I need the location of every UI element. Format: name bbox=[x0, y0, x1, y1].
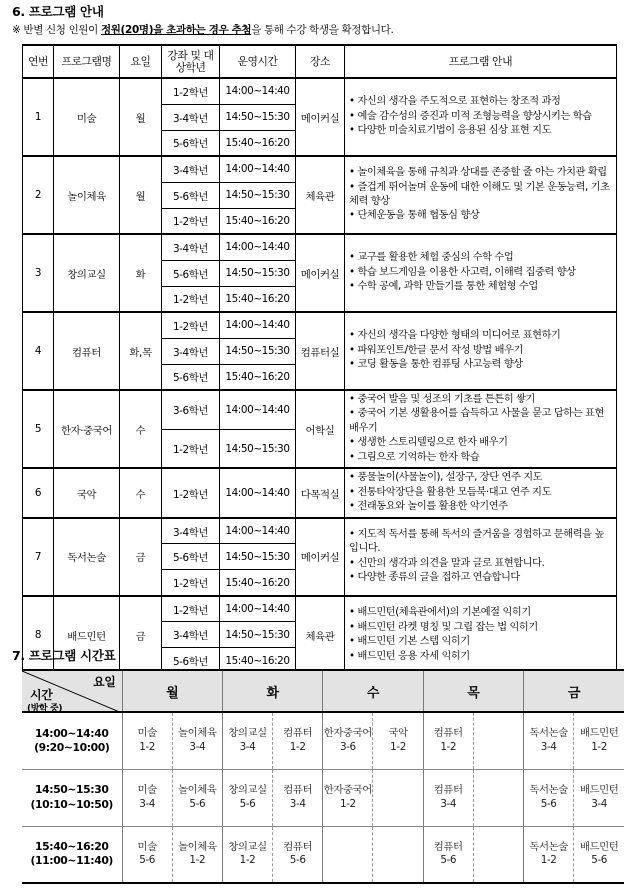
timetable-cell bbox=[172, 712, 222, 769]
program-no: 8 bbox=[23, 596, 54, 674]
cell-program: 창의교실 bbox=[228, 840, 267, 853]
program-name: 독서논술 bbox=[54, 518, 120, 596]
guide-item: • 생생한 스토리텔링으로 한자 배우기 bbox=[349, 437, 508, 449]
slot-time: 15:40~16:20 bbox=[35, 840, 109, 854]
guide-item: • 배드민턴 응용 자세 익히기 bbox=[349, 650, 470, 662]
cell-grade: 5-6 bbox=[540, 797, 557, 810]
session-time: 14:00~14:40 bbox=[220, 312, 296, 338]
timetable-cell bbox=[273, 769, 323, 826]
header-guide: 프로그램 안내 bbox=[345, 45, 617, 78]
timetable-header bbox=[22, 670, 624, 712]
program-no: 1 bbox=[23, 78, 54, 156]
cell-grade: 3-4 bbox=[139, 797, 155, 810]
guide-item: • 자신의 생각을 다양한 형태의 미디어로 표현하기 bbox=[349, 330, 561, 342]
cell-grade: 1-2 bbox=[440, 740, 457, 753]
guide-item: • 그림으로 기억하는 한자 학습 bbox=[349, 451, 480, 463]
session-time: 15:40~16:20 bbox=[220, 648, 296, 674]
cell-program: 놀이체육 bbox=[178, 727, 217, 740]
timetable-cell bbox=[373, 826, 423, 883]
guide-item: • 지도적 독서를 통해 독서의 즐거움을 경험하고 문해력을 높입니다. bbox=[349, 528, 604, 555]
timetable-cell bbox=[423, 826, 473, 883]
note-suffix: 을 통해 수강 학생을 확정합니다. bbox=[251, 24, 394, 36]
session-grade: 3-4학년 bbox=[162, 104, 220, 130]
guide-item: • 예술 감수성의 증진과 미적 조형능력을 향상시키는 학습 bbox=[349, 110, 592, 122]
timetable-cell bbox=[373, 712, 423, 769]
program-place: 체육관 bbox=[296, 596, 345, 674]
session-time: 15:40~16:20 bbox=[220, 364, 296, 390]
program-no: 4 bbox=[23, 312, 54, 390]
timetable-cell bbox=[222, 769, 272, 826]
timetable-cell bbox=[423, 769, 473, 826]
guide-item: • 신만의 생각과 의견을 말과 글로 표현합니다. bbox=[349, 557, 545, 569]
timetable-cell bbox=[574, 712, 624, 769]
day-header-fri: 금 bbox=[524, 670, 625, 712]
slot-time: 14:50~15:30 bbox=[35, 783, 109, 797]
guide-item: • 다양한 미술치료기법이 응용된 심상 표현 지도 bbox=[349, 125, 552, 137]
note-prefix: ※ 반별 신청 인원이 bbox=[12, 24, 101, 36]
guide-item: • 배드민턴 라켓 명칭 및 그립 잡는 법 익히기 bbox=[349, 621, 538, 633]
time-slot bbox=[22, 826, 122, 883]
cell-grade: 1-2 bbox=[591, 740, 607, 753]
timetable-cell bbox=[222, 826, 272, 883]
cell-program: 미술 bbox=[137, 840, 157, 853]
slot-vacation-time: (11:00~11:40) bbox=[30, 854, 113, 868]
timetable-row bbox=[22, 769, 624, 826]
cell-program: 독서논술 bbox=[529, 783, 568, 796]
day-header-tue: 화 bbox=[222, 670, 322, 712]
session-grade: 3-6학년 bbox=[162, 390, 220, 429]
session-time: 14:00~14:40 bbox=[220, 78, 296, 104]
program-place: 메이커실 bbox=[296, 518, 345, 596]
timetable-cell bbox=[323, 826, 373, 883]
session-grade: 1-2학년 bbox=[162, 78, 220, 104]
note-emphasis: 정원(20명)을 초과하는 경우 추첨 bbox=[100, 24, 252, 36]
timetable-cell bbox=[172, 769, 222, 826]
program-no: 2 bbox=[23, 156, 54, 234]
program-place: 메이커실 bbox=[296, 78, 345, 156]
session-time: 14:50~15:30 bbox=[220, 182, 296, 208]
timetable bbox=[22, 669, 624, 884]
cell-grade: 3-4 bbox=[540, 740, 557, 753]
cell-grade: 5-6 bbox=[139, 854, 155, 867]
cell-grade: 1-2 bbox=[540, 854, 557, 867]
cell-program: 컴퓨터 bbox=[433, 727, 463, 740]
session-time: 14:50~15:30 bbox=[220, 544, 296, 570]
section6-title: 6. 프로그램 안내 bbox=[12, 4, 104, 19]
program-day: 수 bbox=[120, 468, 162, 517]
cell-program: 독서논술 bbox=[529, 727, 568, 740]
program-place: 메이커실 bbox=[296, 234, 345, 312]
session-grade: 3-4학년 bbox=[162, 234, 220, 260]
corner-vacation-label: (방학 중) bbox=[27, 704, 63, 714]
timetable-cell bbox=[323, 712, 373, 769]
program-day: 화 bbox=[120, 234, 162, 312]
guide-item: • 중국어 발음 및 성조의 기초를 튼튼히 쌓기 bbox=[349, 394, 535, 405]
program-table bbox=[22, 44, 617, 674]
program-name: 컴퓨터 bbox=[54, 312, 120, 390]
cell-program: 창의교실 bbox=[228, 727, 267, 740]
session-grade: 3-4학년 bbox=[162, 622, 220, 648]
session-grade: 3-4학년 bbox=[162, 156, 220, 182]
header-time: 운영시간 bbox=[220, 45, 296, 78]
cell-grade: 3-4 bbox=[239, 740, 256, 753]
program-guide bbox=[345, 78, 617, 156]
cell-program: 놀이체육 bbox=[178, 840, 217, 853]
day-header-thu: 목 bbox=[423, 670, 523, 712]
timetable-cell bbox=[473, 826, 523, 883]
cell-program: 배드민턴 bbox=[579, 727, 619, 740]
cell-grade: 1-2 bbox=[189, 854, 206, 867]
guide-item: • 중국어 기본 생활용어를 습득하고 사물을 묻고 답하는 표현 배우기 bbox=[349, 408, 604, 434]
header-place: 장소 bbox=[296, 45, 345, 78]
guide-item: • 풍물놀이(사물놀이), 설장구, 장단 연주 지도 bbox=[349, 472, 543, 484]
header-no: 연번 bbox=[23, 45, 54, 78]
cell-grade: 3-4 bbox=[591, 797, 607, 810]
cell-program: 놀이체육 bbox=[178, 783, 217, 796]
program-no: 3 bbox=[23, 234, 54, 312]
session-grade: 1-2학년 bbox=[162, 208, 220, 234]
program-day: 금 bbox=[120, 518, 162, 596]
cell-program: 배드민턴 bbox=[579, 840, 619, 853]
timetable-body bbox=[22, 712, 624, 883]
cell-grade: 3-4 bbox=[189, 740, 206, 753]
program-table-header bbox=[23, 45, 617, 78]
guide-item: • 놀이체육을 통해 규칙과 상대를 존중할 줄 아는 가치관 확립 bbox=[349, 167, 607, 179]
session-time: 14:00~14:40 bbox=[220, 390, 296, 429]
session-grade: 1-2학년 bbox=[162, 286, 220, 312]
cell-grade: 5-6 bbox=[239, 797, 256, 810]
guide-item: • 배드민턴 기본 스텝 익히기 bbox=[349, 636, 470, 648]
session-time: 14:00~14:40 bbox=[220, 234, 296, 260]
program-name: 놀이체육 bbox=[54, 156, 120, 234]
header-day: 요일 bbox=[120, 45, 162, 78]
timetable-row bbox=[22, 712, 624, 769]
cell-grade: 5-6 bbox=[591, 854, 607, 867]
timetable-corner bbox=[22, 670, 122, 712]
program-guide bbox=[345, 596, 617, 674]
program-row bbox=[23, 390, 617, 429]
session-time: 15:40~16:20 bbox=[220, 570, 296, 596]
cell-program: 한자중국어 bbox=[323, 783, 372, 796]
session-time: 15:40~16:20 bbox=[220, 208, 296, 234]
program-day: 금 bbox=[120, 596, 162, 674]
program-name: 미술 bbox=[54, 78, 120, 156]
program-name: 한자·중국어 bbox=[54, 390, 120, 468]
program-row bbox=[23, 596, 617, 622]
session-grade: 3-4학년 bbox=[162, 518, 220, 544]
program-guide bbox=[345, 518, 617, 596]
guide-item: • 전통타악장단을 활용한 모듬북·대고 연주 지도 bbox=[349, 486, 552, 498]
program-no: 5 bbox=[23, 390, 54, 468]
timetable-cell bbox=[122, 712, 172, 769]
session-time: 15:40~16:20 bbox=[220, 130, 296, 156]
slot-vacation-time: (9:20~10:00) bbox=[34, 740, 110, 754]
timetable-row bbox=[22, 826, 624, 883]
session-grade: 5-6학년 bbox=[162, 130, 220, 156]
cell-grade: 5-6 bbox=[440, 854, 457, 867]
session-time: 14:50~15:30 bbox=[220, 429, 296, 468]
program-row bbox=[23, 468, 617, 517]
program-guide bbox=[345, 312, 617, 390]
session-grade: 5-6학년 bbox=[162, 648, 220, 674]
timetable-cell bbox=[473, 712, 523, 769]
program-guide bbox=[345, 156, 617, 234]
session-time: 14:50~15:30 bbox=[220, 104, 296, 130]
program-guide bbox=[345, 468, 617, 517]
timetable-cell bbox=[222, 712, 272, 769]
guide-item: • 수학 공예, 과학 만들기를 통한 체험형 수업 bbox=[349, 281, 538, 293]
time-slot bbox=[22, 712, 122, 769]
session-grade: 1-2학년 bbox=[162, 312, 220, 338]
cell-program: 독서논술 bbox=[529, 840, 568, 853]
cell-program: 한자중국어 bbox=[323, 727, 372, 740]
program-day: 월 bbox=[120, 156, 162, 234]
timetable-cell bbox=[122, 769, 172, 826]
cell-grade: 3-6 bbox=[339, 740, 356, 753]
session-grade: 5-6학년 bbox=[162, 182, 220, 208]
cell-grade: 1-2 bbox=[339, 797, 356, 810]
guide-item: • 코딩 활동을 통한 컴퓨팅 사고능력 향상 bbox=[349, 359, 523, 371]
cell-grade: 1-2 bbox=[390, 740, 406, 753]
session-time: 14:00~14:40 bbox=[220, 468, 296, 517]
header-course-grade: 강좌 및 대상학년 bbox=[162, 45, 220, 78]
program-guide bbox=[345, 390, 617, 468]
guide-item: • 학습 보드게임을 이용한 사고력, 이해력 집중력 향상 bbox=[349, 266, 576, 278]
session-time: 15:40~16:20 bbox=[220, 286, 296, 312]
timetable-cell bbox=[524, 712, 574, 769]
timetable-cell bbox=[524, 769, 574, 826]
program-place: 체육관 bbox=[296, 156, 345, 234]
cell-program: 컴퓨터 bbox=[283, 783, 313, 796]
cell-program: 배드민턴 bbox=[579, 783, 619, 796]
program-table-body bbox=[23, 78, 617, 674]
program-no: 6 bbox=[23, 468, 54, 517]
cell-program: 미술 bbox=[137, 727, 157, 740]
timetable-cell bbox=[323, 769, 373, 826]
day-header-mon: 월 bbox=[122, 670, 222, 712]
guide-item: • 전래동요와 놀이를 활용한 악기연주 bbox=[349, 501, 508, 513]
cell-program: 창의교실 bbox=[228, 783, 267, 796]
day-header-wed: 수 bbox=[323, 670, 423, 712]
guide-item: • 다양한 종류의 글을 접하고 연습합니다 bbox=[349, 572, 520, 584]
guide-item: • 배드민턴(체육관에서)의 기본예절 익히기 bbox=[349, 607, 531, 619]
session-time: 14:50~15:30 bbox=[220, 260, 296, 286]
cell-grade: 5-6 bbox=[289, 854, 306, 867]
guide-item: • 즐겁게 뛰어놀며 운동에 대한 이해도 및 기본 운동능력, 기초체력 향상 bbox=[349, 181, 610, 207]
session-grade: 1-2학년 bbox=[162, 468, 220, 517]
program-place: 다목적실 bbox=[296, 468, 345, 517]
cell-grade: 3-4 bbox=[289, 797, 306, 810]
section7-title: 7. 프로그램 시간표 bbox=[12, 648, 116, 663]
session-grade: 1-2학년 bbox=[162, 596, 220, 622]
cell-program: 컴퓨터 bbox=[283, 840, 313, 853]
program-row bbox=[23, 156, 617, 182]
timetable-cell bbox=[473, 769, 523, 826]
program-day: 월 bbox=[120, 78, 162, 156]
timetable-cell bbox=[122, 826, 172, 883]
cell-program: 컴퓨터 bbox=[283, 727, 313, 740]
program-place: 어학실 bbox=[296, 390, 345, 468]
timetable-cell bbox=[373, 769, 423, 826]
corner-time-label: 시간 bbox=[30, 688, 53, 702]
slot-time: 14:00~14:40 bbox=[35, 726, 109, 740]
program-guide bbox=[345, 234, 617, 312]
guide-item: • 단체운동을 통해 협동심 향상 bbox=[349, 210, 480, 222]
enrollment-note bbox=[12, 22, 393, 37]
session-time: 14:50~15:30 bbox=[220, 622, 296, 648]
timetable-cell bbox=[524, 826, 574, 883]
cell-grade: 1-2 bbox=[239, 854, 256, 867]
program-name: 창의교실 bbox=[54, 234, 120, 312]
program-row bbox=[23, 78, 617, 104]
cell-grade: 3-4 bbox=[440, 797, 457, 810]
program-name: 국악 bbox=[54, 468, 120, 517]
program-row bbox=[23, 234, 617, 260]
timetable-cell bbox=[172, 826, 222, 883]
header-program-name: 프로그램명 bbox=[54, 45, 120, 78]
session-grade: 5-6학년 bbox=[162, 260, 220, 286]
timetable-cell bbox=[273, 826, 323, 883]
session-time: 14:00~14:40 bbox=[220, 156, 296, 182]
program-name: 배드민턴 bbox=[54, 596, 120, 674]
session-grade: 5-6학년 bbox=[162, 364, 220, 390]
cell-grade: 1-2 bbox=[289, 740, 306, 753]
timetable-cell bbox=[574, 826, 624, 883]
cell-program: 컴퓨터 bbox=[433, 840, 463, 853]
session-grade: 3-4학년 bbox=[162, 338, 220, 364]
cell-grade: 1-2 bbox=[139, 740, 155, 753]
program-row bbox=[23, 312, 617, 338]
session-grade: 1-2학년 bbox=[162, 570, 220, 596]
program-no: 7 bbox=[23, 518, 54, 596]
session-grade: 1-2학년 bbox=[162, 429, 220, 468]
time-slot bbox=[22, 769, 122, 826]
guide-item: • 파워포인트/한글 문서 작성 방법 배우기 bbox=[349, 344, 523, 356]
program-day: 화,목 bbox=[120, 312, 162, 390]
slot-vacation-time: (10:10~10:50) bbox=[30, 797, 113, 811]
cell-program: 미술 bbox=[137, 783, 157, 796]
guide-item: • 자신의 생각을 주도적으로 표현하는 창조적 과정 bbox=[349, 96, 561, 108]
program-place: 컴퓨터실 bbox=[296, 312, 345, 390]
program-row bbox=[23, 518, 617, 544]
session-time: 14:50~15:30 bbox=[220, 338, 296, 364]
cell-grade: 5-6 bbox=[189, 797, 206, 810]
timetable-cell bbox=[423, 712, 473, 769]
guide-item: • 교구를 활용한 체험 중심의 수학 수업 bbox=[349, 252, 514, 264]
cell-program: 국악 bbox=[388, 727, 408, 740]
session-time: 14:00~14:40 bbox=[220, 596, 296, 622]
cell-program: 컴퓨터 bbox=[433, 783, 463, 796]
session-time: 14:00~14:40 bbox=[220, 518, 296, 544]
corner-day-label: 요일 bbox=[93, 675, 116, 689]
program-day: 수 bbox=[120, 390, 162, 468]
timetable-cell bbox=[273, 712, 323, 769]
timetable-cell bbox=[574, 769, 624, 826]
session-grade: 5-6학년 bbox=[162, 544, 220, 570]
